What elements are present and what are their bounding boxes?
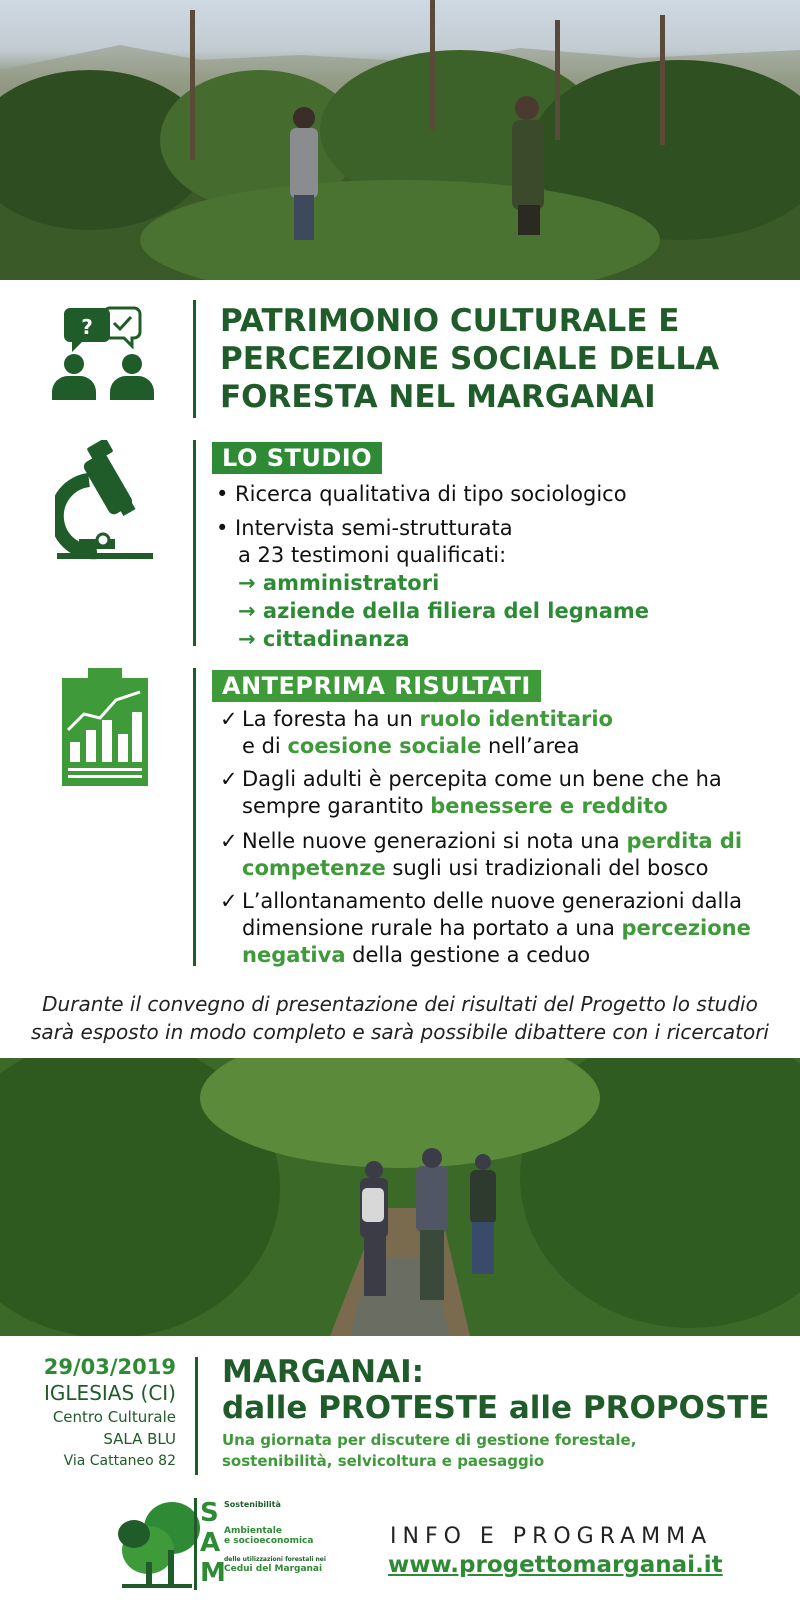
result-4-highlight-a: percezione <box>621 916 751 940</box>
study-arrow-item-3 <box>238 626 410 653</box>
logo-a-text-1: Ambientale <box>224 1526 282 1536</box>
result-3-highlight-b: competenze <box>242 856 386 880</box>
conference-note-line-2: sarà esposto in modo completo e sarà possibile dibattere con i ricercatori <box>31 1020 769 1044</box>
event-title-line-2: dalle PROTESTE alle PROPOSTE <box>222 1390 770 1426</box>
result-3-text-a: Nelle nuove generazioni si nota una <box>242 829 627 853</box>
arrow-item-label: aziende della filiera del legname <box>262 599 649 623</box>
sam-logo <box>112 1498 342 1590</box>
title-line-3: FORESTA NEL MARGANAI <box>220 379 656 415</box>
microscope-icon <box>55 440 155 565</box>
website-link[interactable]: www.progettomarganai.it <box>388 1552 723 1578</box>
result-1-text-a: La foresta ha un <box>242 707 420 731</box>
bottom-forest-walk-photo <box>0 1058 800 1336</box>
study-tag: LO STUDIO <box>212 442 382 474</box>
header-divider <box>193 300 196 418</box>
result-3-text-b: sugli usi tradizionali del bosco <box>385 856 709 880</box>
logo-divider <box>194 1498 197 1590</box>
study-bullet-2-line-2: a 23 testimoni qualificati: <box>238 543 507 567</box>
logo-m-text-1: delle utilizzazioni forestali nei <box>224 1556 326 1563</box>
logo-m-text-2: Cedui del Marganai <box>224 1564 323 1574</box>
event-venue-1: Centro Culturale <box>52 1408 176 1426</box>
title-line-1: PATRIMONIO CULTURALE E <box>220 303 680 339</box>
result-4-text-a: L’allontanamento delle nuove generazioni dalla <box>242 889 743 913</box>
result-item-2 <box>220 766 780 820</box>
svg-text:?: ? <box>81 315 93 339</box>
forest-illustration <box>0 0 800 280</box>
results-divider <box>193 668 196 966</box>
event-city: IGLESIAS (CI) <box>44 1381 176 1405</box>
logo-a-text-2: e socioeconomica <box>224 1536 314 1546</box>
result-4-text-c: della gestione a ceduo <box>345 943 591 967</box>
event-details <box>20 1354 176 1472</box>
arrow-right-icon: → <box>238 599 263 623</box>
result-2-highlight: benessere e reddito <box>430 794 668 818</box>
study-bullet-2-line-1: • Intervista semi-strutturata <box>216 516 513 540</box>
result-item-3 <box>220 828 780 882</box>
dialogue-icon <box>48 302 158 407</box>
event-subtitle-line-2: sostenibilità, selvicoltura e paesaggio <box>222 1452 545 1470</box>
logo-s-text: Sostenibilità <box>224 1500 281 1509</box>
event-subtitle-line-1: Una giornata per discutere di gestione forestale, <box>222 1431 637 1449</box>
event-divider <box>195 1357 198 1475</box>
result-2-text-a: Dagli adulti è percepita come un bene che ha <box>242 767 722 791</box>
info-programma-label: INFO E PROGRAMMA <box>390 1524 713 1549</box>
checkmark-icon: ✓ <box>220 889 238 913</box>
result-item-1 <box>220 706 780 760</box>
tree-logo-icon <box>112 1498 202 1590</box>
logo-letter-m: M <box>200 1558 226 1588</box>
checkmark-icon: ✓ <box>220 707 238 731</box>
study-arrow-item-1 <box>238 570 439 597</box>
arrow-item-label: amministratori <box>262 571 440 595</box>
clipboard-chart-icon <box>60 668 150 788</box>
result-1-highlight-b: coesione sociale <box>287 734 482 758</box>
study-bullet-1: • Ricerca qualitativa di tipo sociologico <box>216 482 627 506</box>
page-title <box>220 302 780 416</box>
arrow-item-label: cittadinanza <box>262 627 410 651</box>
title-line-2: PERCEZIONE SOCIALE DELLA <box>220 341 720 377</box>
study-arrow-item-2 <box>238 598 649 625</box>
conference-note-line-1: Durante il convegno di presentazione dei risultati del Progetto lo studio <box>42 992 758 1016</box>
result-item-4 <box>220 888 780 969</box>
checkmark-icon: ✓ <box>220 767 238 791</box>
result-1-text-b: e di <box>242 734 288 758</box>
forest-path-illustration <box>0 1058 800 1336</box>
result-4-text-b: dimensione rurale ha portato a una <box>242 916 622 940</box>
event-title-block <box>222 1354 792 1472</box>
arrow-right-icon: → <box>238 571 263 595</box>
logo-letter-s: S <box>200 1498 219 1528</box>
event-venue-2: SALA BLU <box>103 1430 176 1448</box>
result-1-highlight-a: ruolo identitario <box>419 707 613 731</box>
study-divider <box>193 440 196 646</box>
arrow-right-icon: → <box>238 627 263 651</box>
result-3-highlight-a: perdita di <box>626 829 743 853</box>
result-4-highlight-b: negativa <box>242 943 346 967</box>
event-title-line-1: MARGANAI: <box>222 1354 425 1390</box>
event-date: 29/03/2019 <box>43 1355 176 1379</box>
logo-letter-a: A <box>200 1528 221 1558</box>
results-tag: ANTEPRIMA RISULTATI <box>212 670 541 702</box>
result-1-text-c: nell’area <box>481 734 580 758</box>
top-forest-photo <box>0 0 800 280</box>
checkmark-icon: ✓ <box>220 829 238 853</box>
result-2-text-b: sempre garantito <box>242 794 431 818</box>
event-address: Via Cattaneo 82 <box>63 1453 176 1469</box>
